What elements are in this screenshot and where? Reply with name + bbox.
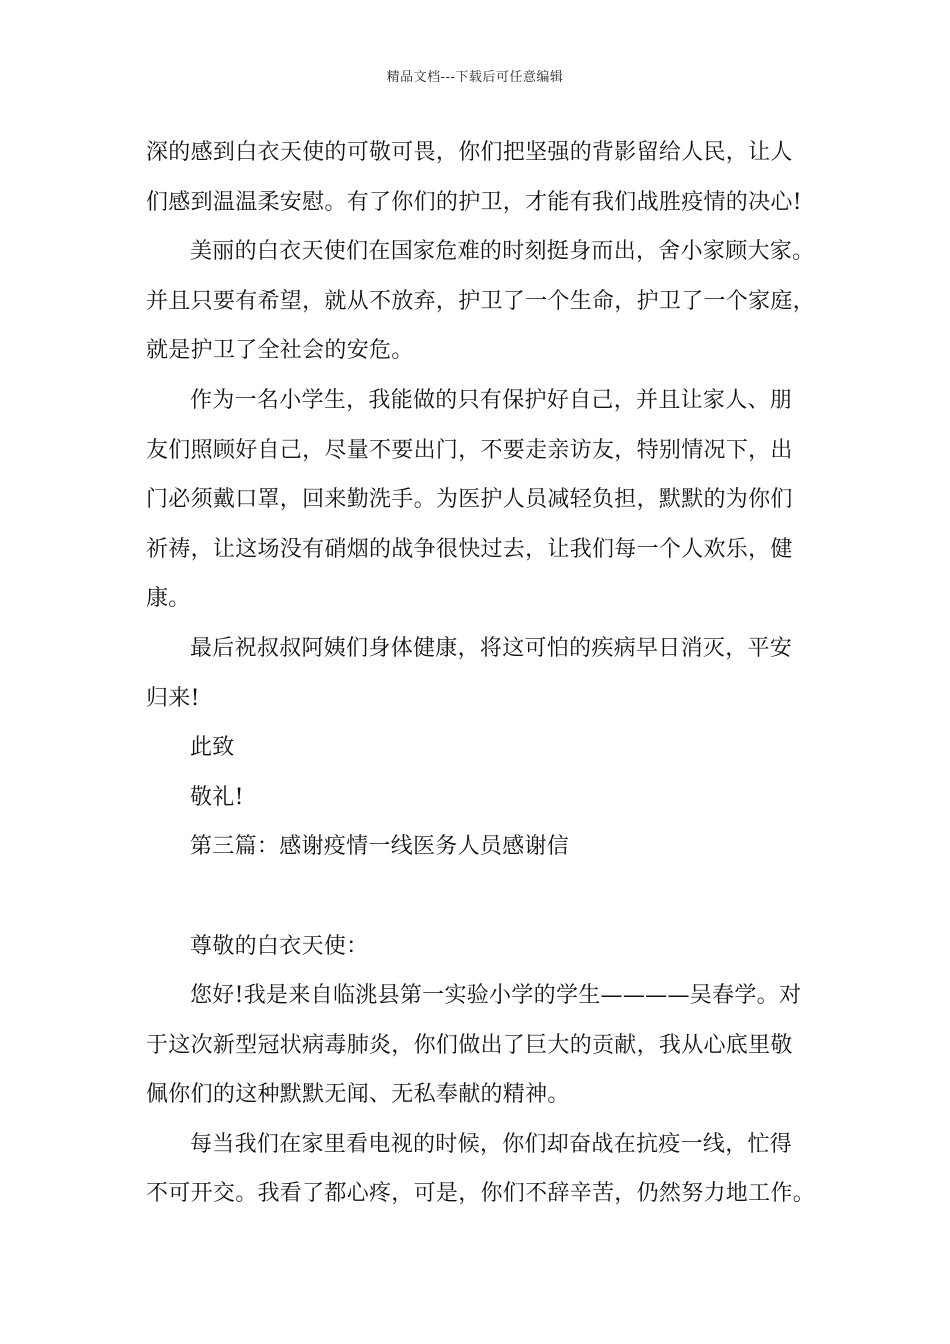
text-line: 康。: [146, 586, 191, 612]
paragraph-start: 每当我们在家里看电视的时候，你们却奋战在抗疫一线，忙得: [190, 1131, 793, 1157]
text-line: 门必须戴口罩，回来勤洗手。为医护人员减轻负担，默默的为你们: [146, 487, 793, 513]
paragraph-start: 您好!我是来自临洮县第一实验小学的学生————吴春学。对: [190, 983, 802, 1009]
paragraph-start: 美丽的白衣天使们在国家危难的时刻挺身而出，舍小家顾大家。: [190, 239, 815, 265]
text-line: 友们照顾好自己，尽量不要出门，不要走亲访友，特别情况下，出: [146, 437, 793, 463]
closing-line: 此致: [190, 735, 235, 761]
text-line: 不可开交。我看了都心疼，可是，你们不辞辛苦，仍然努力地工作。: [146, 1181, 816, 1207]
closing-salute: 敬礼!: [190, 784, 244, 810]
paragraph-start: 作为一名小学生，我能做的只有保护好自己，并且让家人、朋: [190, 387, 793, 413]
text-line: 佩你们的这种默默无闻、无私奉献的精神。: [146, 1082, 570, 1108]
page-header: 精品文档---下载后可任意编辑: [386, 70, 564, 85]
text-line: 归来!: [146, 685, 200, 711]
text-line: 就是护卫了全社会的安危。: [146, 338, 414, 364]
text-line: 于这次新型冠状病毒肺炎，你们做出了巨大的贡献，我从心底里敬: [146, 1032, 793, 1058]
text-line: 祈祷，让这场没有硝烟的战争很快过去，让我们每一个人欢乐，健: [146, 536, 793, 562]
letter-salutation: 尊敬的白衣天使：: [190, 933, 369, 959]
text-line: 并且只要有希望，就从不放弃，护卫了一个生命，护卫了一个家庭，: [146, 288, 816, 314]
document-body: [146, 128, 822, 1219]
paragraph-start: 最后祝叔叔阿姨们身体健康，将这可怕的疾病早日消灭，平安: [190, 635, 793, 661]
blank-gap: [146, 872, 822, 922]
text-line: 深的感到白衣天使的可敬可畏，你们把坚强的背影留给人民，让人: [146, 140, 793, 165]
text-line: 们感到温温柔安慰。有了你们的护卫，才能有我们战胜疫情的决心!: [146, 189, 802, 215]
section-title: 第三篇：感谢疫情一线医务人员感谢信: [190, 834, 570, 860]
